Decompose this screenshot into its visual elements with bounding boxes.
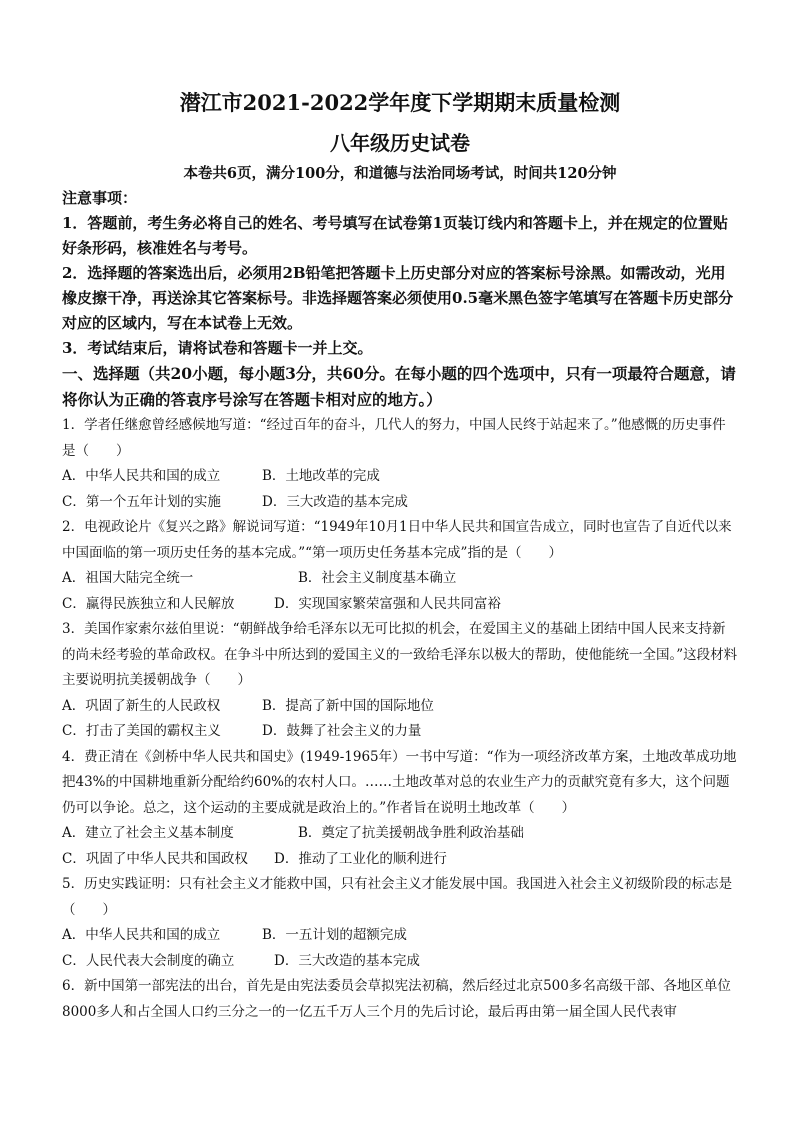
- question-1-stem: 1．学者任继愈曾经感候地写道：“经过百年的奋斗，几代人的努力，中国人民终于站起来了。”他感慨的历史事件是（ ）: [62, 417, 726, 459]
- exam-page: [62, 88, 738, 1025]
- note-item-1: 1．答题前，考生务必将自己的姓名、考号填写在试卷第1页装订线内和答题卡上，并在规定的位置贴好条形码，核准姓名与考号。: [62, 214, 728, 257]
- question-1-option-c: C．第一个五年计划的实施: [62, 493, 221, 510]
- question-3-option-d: D．鼓舞了社会主义的力量: [262, 723, 422, 739]
- note-item-2: 2．选择题的答案选出后，必须用2B铅笔把答题卡上历史部分对应的答案标号涂黑。如需改动，光用橡皮擦干净，再送涂其它答案标号。非选择题答案必须使用0.5毫米黑色签字笔填写在答题卡历史部分对应的区域内，写在本试卷上无效。: [62, 264, 734, 332]
- question-3-options-row-1: [62, 694, 738, 720]
- question-4-option-d: D．推动了工业化的顺利进行: [274, 850, 447, 867]
- question-5-option-a: A．中华人民共和国的成立: [62, 927, 221, 943]
- notes-heading: 注意事项：: [62, 189, 138, 207]
- question-3-option-b: B．提高了新中国的国际地位: [262, 697, 434, 714]
- question-3-options-row-2: [62, 719, 738, 745]
- question-1-option-d: D．三大改造的基本完成: [262, 493, 408, 510]
- question-5-options-row-1: [62, 923, 738, 949]
- question-4-stem: 4．费正清在《剑桥中华人民共和国史》(1949-1965年）一书中写道：“作为一项经济改革方案，土地改革成功地把43%的中国耕地重新分配给约60%的农村人口。……土地改革对总的农业生产力的贡献究竟有多大，这个问题仍可以争论。总之，这个运动的主要成就是政治上的。”作者旨在说明土地改革（ ）: [62, 748, 737, 816]
- question-2-option-c: C．赢得民族独立和人民解放: [62, 595, 235, 612]
- question-3-stem: 3．美国作家索尔兹伯里说：“朝鲜战争给毛泽东以无可比拟的机会，在爱国主义的基础上团结中国人民来支持新的尚未经考验的革命政权。在争斗中所达到的爱国主义的一致给毛泽东以极大的帮助，使他能统一全国。”这段材料主要说明抗美援朝战争（ ）: [62, 621, 738, 688]
- question-3-option-c: C．打击了美国的霸权主义: [62, 723, 221, 739]
- question-2-option-a: A．祖国大陆完全统一: [62, 570, 194, 586]
- question-5-option-b: B．一五计划的超额完成: [262, 927, 407, 943]
- exam-title: 潜江市2021-2022学年度下学期期末质量检测: [179, 90, 621, 115]
- question-2-options-row-2: [62, 592, 738, 618]
- question-2-stem: 2．电视政论片《复兴之路》解说词写道：“1949年10月1日中华人民共和国宣告成立，同时也宣告了自近代以来中国面临的第一项历史任务的基本完成。”“第一项历史任务基本完成”指的是（ ）: [62, 519, 732, 561]
- question-5-option-d: D．三大改造的基本完成: [274, 952, 420, 969]
- question-1-options-row-2: [62, 490, 738, 516]
- question-5-options-row-2: [62, 949, 738, 975]
- question-4-options-row-2: [62, 847, 738, 873]
- question-2-option-d: D．实现国家繁荣富强和人民共同富裕: [274, 595, 501, 612]
- question-2-option-b: B．社会主义制度基本确立: [298, 570, 457, 586]
- question-5-stem: 5．历史实践证明：只有社会主义才能救中国，只有社会主义才能发展中国。我国进入社会主义初级阶段的标志是（ ）: [62, 876, 733, 918]
- exam-info: 本卷共6页，满分100分，和道德与法治同场考试，时间共120分钟: [183, 165, 617, 182]
- question-4-option-b: B．奠定了抗美援朝战争胜利政治基础: [298, 825, 524, 841]
- exam-subtitle: 八年级历史试卷: [330, 131, 470, 155]
- question-4-options-row-1: [62, 821, 738, 847]
- question-2-options-row-1: [62, 566, 738, 592]
- question-1-options-row-1: [62, 464, 738, 490]
- question-5-option-c: C．人民代表大会制度的确立: [62, 952, 235, 969]
- question-3-option-a: A．巩固了新生的人民政权: [62, 697, 221, 714]
- question-6-stem: 6．新中国第一部宪法的出台，首先是由宪法委员会草拟宪法初稿，然后经过北京500多名高级干部、各地区单位8000多人和占全国人口约三分之一的一亿五千万人三个月的先后讨论，最后再由第一届全国人民代表审: [62, 978, 731, 1020]
- question-4-option-a: A．建立了社会主义基本制度: [62, 825, 234, 841]
- section-heading: 一、选择题（共20小题，每小题3分，共60分。在每小题的四个选项中，只有一项最符合题意，请将你认为正确的答袁序号涂写在答题卡相对应的地方。）: [62, 364, 736, 409]
- question-1-option-a: A．中华人民共和国的成立: [62, 468, 221, 484]
- note-item-3: 3．考试结束后，请将试卷和答题卡一并上交。: [62, 339, 373, 357]
- question-4-option-c: C．巩固了中华人民共和国政权: [62, 850, 248, 867]
- question-1-option-b: B．土地改革的完成: [262, 468, 380, 484]
